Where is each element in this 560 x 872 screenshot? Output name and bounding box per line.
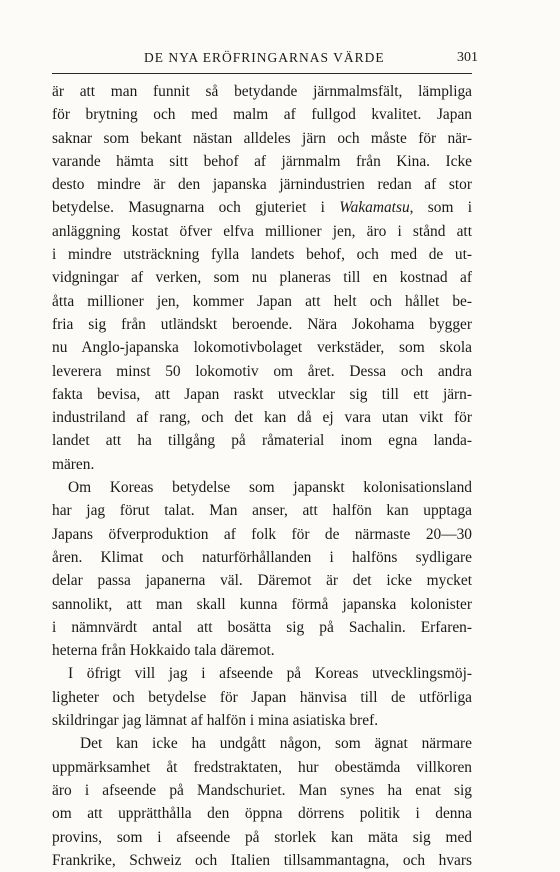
running-title: DE NYA ERÖFRINGARNAS VÄRDE xyxy=(144,50,385,65)
header-rule xyxy=(52,73,472,74)
text-segment: , som i xyxy=(409,199,472,217)
text-line: industriland af rang, och det kan då ej vara utan vikt för xyxy=(52,409,472,427)
text-line: fria sig från utländskt beroende. Nära Jokohama bygger xyxy=(52,315,472,333)
text-line: uppmärksamhet åt fredstraktaten, hur obestämda villkoren xyxy=(52,758,472,776)
text-line: leverera minst 50 lokomotiv om året. Dessa och andra xyxy=(52,362,472,380)
text-line: Det kan icke ha undgått någon, som ägnat närmare xyxy=(80,735,472,753)
text-line: I öfrigt vill jag i afseende på Koreas utvecklingsmöj- xyxy=(68,665,472,683)
text-line: åren. Klimat och naturförhållanden i halföns sydligare xyxy=(52,548,472,566)
text-line: i nämnvärdt antal att bosätta sig på Sachalin. Erfaren- xyxy=(52,618,472,636)
text-line: Japans öfverproduktion af folk för de närmaste 20—30 xyxy=(52,525,472,543)
text-line: fakta bevisa, att Japan raskt utvecklar sig till ett järn- xyxy=(52,385,472,403)
text-line: anläggning kostat öfver elfva millioner jen, äro i stånd att xyxy=(52,222,472,240)
page-header xyxy=(52,50,478,70)
text-line: heterna från Hokkaido tala däremot. xyxy=(52,642,275,660)
text-line: nu Anglo-japanska lokomotivbolaget verkstäder, som skola xyxy=(52,339,472,357)
text-line: om att upprätthålla den öppna dörrens politik i denna xyxy=(52,805,472,823)
page-number: 301 xyxy=(457,50,478,65)
text-line-with-italic xyxy=(52,196,472,219)
body-text xyxy=(52,80,472,872)
text-line: delar passa japanerna väl. Däremot är det icke mycket xyxy=(52,572,472,590)
text-line: åtta millioner jen, kommer Japan att helt och hållet be- xyxy=(52,292,472,310)
text-segment: betydelse. Masugnarna och gjuteriet i xyxy=(52,199,325,217)
text-line: mären. xyxy=(52,455,95,473)
text-line: är att man funnit så betydande järnmalmsfält, lämpliga xyxy=(52,83,472,100)
text-line: äro i afseende på Mandschuriet. Man synes ha enat sig xyxy=(52,781,472,799)
text-line: varande hämta sitt behof af järnmalm från Kina. Icke xyxy=(52,152,472,170)
text-line: har jag förut talat. Man anser, att halfön kan upptaga xyxy=(52,502,472,520)
text-line: sannolikt, att man skall kunna förmå japanska kolonister xyxy=(52,595,472,613)
text-line: landet att ha tillgång på råmaterial inom egna landa- xyxy=(52,432,472,450)
italic-word: Wakamatsu xyxy=(339,199,410,217)
text-line: i mindre utsträckning fylla landets behof, och med de ut- xyxy=(52,246,472,264)
text-line: desto mindre är den japanska järnindustrien redan af stor xyxy=(52,176,472,194)
text-line: Frankrike, Schweiz och Italien tillsammantagna, och hvars xyxy=(52,851,472,869)
text-line: saknar som bekant nästan alldeles järn och måste för när- xyxy=(52,129,472,147)
text-line: Om Koreas betydelse som japanskt kolonisationsland xyxy=(68,479,472,497)
text-line: ligheter och betydelse för Japan hänvisa till de utförliga xyxy=(52,688,472,706)
text-line: vidgningar af verken, som nu planeras till en kostnad af xyxy=(52,269,472,287)
text-line: provins, som i afseende på storlek kan mäta sig med xyxy=(52,828,472,846)
text-line: skildringar jag lämnat af halfön i mina asiatiska bref. xyxy=(52,712,379,730)
text-line: för brytning och med malm af fullgod kvalitet. Japan xyxy=(52,106,472,124)
